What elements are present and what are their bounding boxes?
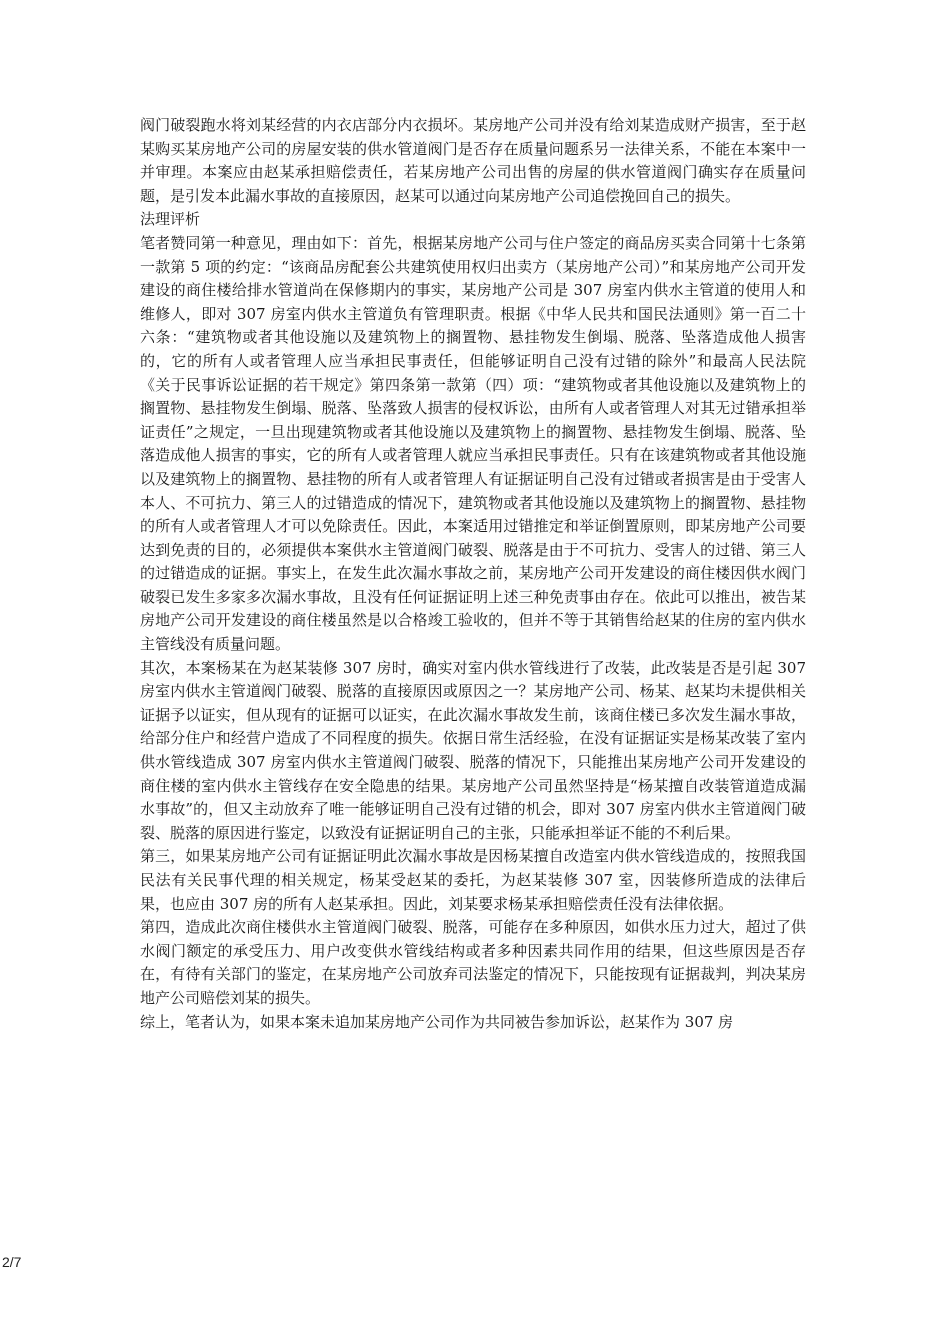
page-number: 2/7 <box>2 1254 22 1270</box>
section-heading: 法理评析 <box>140 210 201 229</box>
paragraph-second-reason: 其次，本案杨某在为赵某装修 307 房时，确实对室内供水管线进行了改装，此改装是否是引起 307 房室内供水主管道阀门破裂、脱落的直接原因或原因之一？某房地产公司、杨某、赵某均未提供相关证据予以证实，但从现有的证据可以证实，在此次漏水事故发生前，该商住楼已多次发生漏水事故，给部分住户和经营户造成了不同程度的损失。依据日常生活经验，在没有证据证实是杨某改装了室内供水管线造成 307 房室内供水主管道阀门破裂、脱落的情况下，只能推出某房地产公司开发建设的商住楼的室内供水主管线存在安全隐患的结果。某房地产公司虽然坚持是“杨某擅自改装管道造成漏水事故”的，但又主动放弃了唯一能够证明自己没有过错的机会，即对 307 房室内供水主管道阀门破裂、脱落的原因进行鉴定，以致没有证据证明自己的主张，只能承担举证不能的不利后果。 <box>140 658 806 842</box>
paragraph-intro: 阀门破裂跑水将刘某经营的内衣店部分内衣损坏。某房地产公司并没有给刘某造成财产损害，至于赵某购买某房地产公司的房屋安装的供水管道阀门是否存在质量问题系另一法律关系，不能在本案中一并审理。本案应由赵某承担赔偿责任，若某房地产公司出售的房屋的供水管道阀门确实存在质量问题，是引发本此漏水事故的直接原因，赵某可以通过向某房地产公司追偿挽回自己的损失。 <box>140 116 806 205</box>
paragraph-first-reason: 笔者赞同第一种意见，理由如下：首先，根据某房地产公司与住户签定的商品房买卖合同第十七条第一款第 5 项的约定：“该商品房配套公共建筑使用权归出卖方（某房地产公司）”和某房地产公司开发建设的商住楼给排水管道尚在保修期内的事实，某房地产公司是 307 房室内供水主管道的使用人和维修人，即对 307 房室内供水主管道负有管理职责。根据《中华人民共和国民法通则》第一百二十六条：“建筑物或者其他设施以及建筑物上的搁置物、悬挂物发生倒塌、脱落、坠落造成他人损害的，它的所有人或者管理人应当承担民事责任，但能够证明自己没有过错的除外”和最高人民法院《关于民事诉讼证据的若干规定》第四条第一款第（四）项：“建筑物或者其他设施以及建筑物上的搁置物、悬挂物发生倒塌、脱落、坠落致人损害的侵权诉讼，由所有人或者管理人对其无过错承担举证责任”之规定，一旦出现建筑物或者其他设施以及建筑物上的搁置物、悬挂物发生倒塌、脱落、坠落造成他人损害的事实，它的所有人或者管理人就应当承担民事责任。只有在该建筑物或者其他设施以及建筑物上的搁置物、悬挂物的所有人或者管理人有证据证明自己没有过错或者损害是由于受害人本人、不可抗力、第三人的过错造成的情况下，建筑物或者其他设施以及建筑物上的搁置物、悬挂物的所有人或者管理人才可以免除责任。因此，本案适用过错推定和举证倒置原则，即某房地产公司要达到免责的目的，必须提供本案供水主管道阀门破裂、脱落是由于不可抗力、受害人的过错、第三人的过错造成的证据。事实上，在发生此次漏水事故之前，某房地产公司开发建设的商住楼因供水阀门破裂已发生多家多次漏水事故，且没有任何证据证明上述三种免责事由存在。依此可以推出，被告某房地产公司开发建设的商住楼虽然是以合格竣工验收的，但并不等于其销售给赵某的住房的室内供水主管线没有质量问题。 <box>140 233 806 654</box>
document-body <box>140 114 806 1034</box>
paragraph-conclusion: 综上，笔者认为，如果本案未追加某房地产公司作为共同被告参加诉讼，赵某作为 307 房 <box>140 1012 734 1031</box>
paragraph-fourth-reason: 第四，造成此次商住楼供水主管道阀门破裂、脱落，可能存在多种原因，如供水压力过大，超过了供水阀门额定的承受压力、用户改变供水管线结构或者多种因素共同作用的结果，但这些原因是否存在，有待有关部门的鉴定，在某房地产公司放弃司法鉴定的情况下，只能按现有证据裁判，判决某房地产公司赔偿刘某的损失。 <box>140 918 806 1007</box>
paragraph-third-reason: 第三，如果某房地产公司有证据证明此次漏水事故是因杨某擅自改造室内供水管线造成的，按照我国民法有关民事代理的相关规定，杨某受赵某的委托，为赵某装修 307 室，因装修所造成的法律后果，也应由 307 房的所有人赵某承担。因此，刘某要求杨某承担赔偿责任没有法律依据。 <box>140 847 806 913</box>
